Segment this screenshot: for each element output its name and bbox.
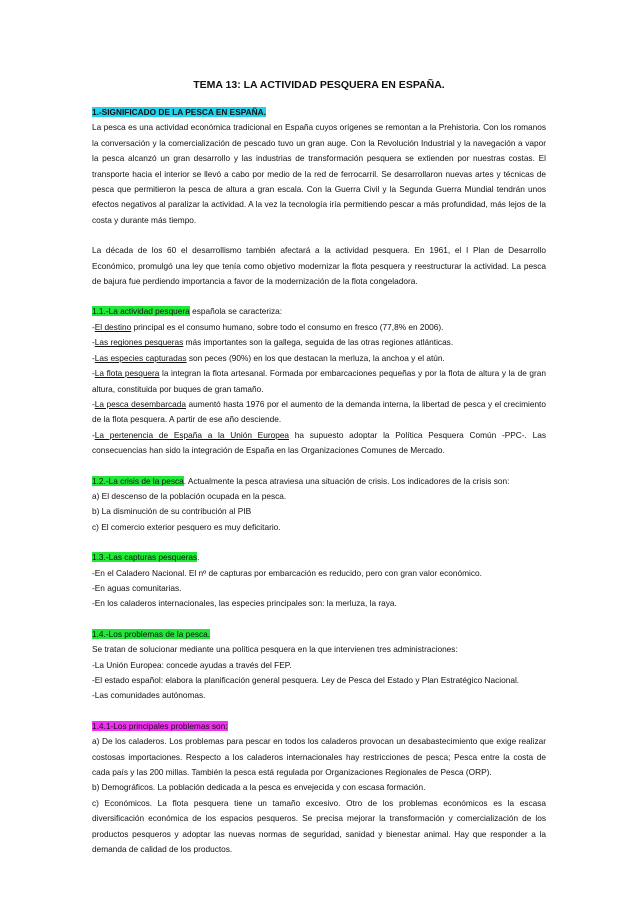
page-title: TEMA 13: LA ACTIVIDAD PESQUERA EN ESPAÑA. [193,79,445,91]
list-item: -La pertenencia de España a la Unión Europea ha supuesto adoptar la Política Pesquera Común -PPC-. Las consecuencias han sido la integración de España en las Organizaciones Comunes de Mercado. [92,429,546,456]
list-item: b) La disminución de su contribución al PIB [92,506,252,517]
spacer [92,535,546,550]
heading-highlight: 1.4.1-Los principales problemas son: [92,720,228,731]
list-item: c) Económicos. La flota pesquera tiene un tamaño excesivo. Otro de los problemas económicos es la escasa diversificación económica de los espacios pesqueros. Se precisa mejorar la transformación y comercialización de los productos pesqueros y adoptar las nuevas normas de seguridad, sanidad y bienestar animal. Hay que responder a la demanda de calidad de los productos. [92,797,546,855]
list-item: -El destino principal es el consumo humano, sobre todo el consumo en fresco (77,8% en 2006). [92,321,444,332]
list-item: -La pesca desembarcada aumentó hasta 1976 por el aumento de la demanda interna, la libertad de pesca y el crecimiento de la flota pesquera. A partir de ese año desciende. [92,398,546,425]
section-1-paragraph-1: La pesca es una actividad económica tradicional en España cuyos orígenes se remontan a la Prehistoria. Con los romanos la conversación y la comercialización de pescado tuvo un gran auge. Con la Revolución Industrial y la navegación a vapor la pesca alcanzó un gran desarrollo y las industrias de transformación pesquera se extienden por nuestras costas. El transporte hacia el interior se llevó a cabo por medio de la red de ferrocarril. Se desarrollaron nuevas artes y técnicas de pesca que permitieron la pesca de altura a gran escala. Con la Guerra Civil y la Segunda Guerra Mundial tendrán unos efectos negativos al paralizar la actividad. A la vez la tecnología iría permitiendo pescar a más profundidad, más lejos de la costa y durante más tiempo. [92,122,546,225]
heading-highlight: 1.4.-Los problemas de la pesca. [92,628,211,639]
list-item: -Las comunidades autónomas. [92,690,206,701]
section-1-3-heading: 1.3.-Las capturas pesqueras. [92,552,200,563]
section-1-heading [92,105,546,120]
list-item: -En aguas comunitarias. [92,582,182,593]
list-item: a) De los caladeros. Los problemas para pescar en todos los caladeros provocan un desabastecimiento que exige realizar costosas importaciones. Respecto a los caladeros internacionales hay restricciones de pesca; Pesca entre la costa de cada país y las 200 millas. También la pesca está regulada por Organizaciones Regionales de Pesca (ORP). [92,736,546,778]
list-item: c) El comercio exterior pesquero es muy deficitario. [92,521,281,532]
spacer [92,289,546,304]
heading-highlight: 1.1.-La actividad pesquera [92,306,190,317]
section-1-2-intro: 1.2.-La crisis de la pesca. Actualmente la pesca atraviesa una situación de crisis. Los indicadores de la crisis son: [92,475,510,486]
heading-highlight: 1.3.-Las capturas pesqueras [92,552,198,563]
list-item: -El estado español: elabora la planificación general pesquera. Ley de Pesca del Estado y Plan Estratégico Nacional. [92,675,520,685]
section-1-paragraph-2: La década de los 60 el desarrollismo también afectará a la actividad pesquera. En 1961, el I Plan de Desarrollo Económico, promulgó una ley que tenía como objetivo modernizar la flota pesquera y reestructurar la actividad. La pesca de bajura fue perdiendo importancia a favor de la modernización de la flota congeladora. [92,245,546,287]
list-item: -En el Caladero Nacional. El nº de capturas por embarcación es reducido, pero con gran valor económico. [92,567,482,578]
list-item: -La flota pesquera la integran la flota artesanal. Formada por embarcaciones pequeñas y por la flota de altura y la de gran altura, constituida por buques de gran tamaño. [92,368,546,394]
list-item: Se tratan de solucionar mediante una política pesquera en la que intervienen tres administraciones: [92,644,458,655]
spacer [92,228,546,243]
section-1-4-1-heading [92,719,546,734]
list-item: a) El descenso de la población ocupada en la pesca. [92,490,287,501]
spacer [92,612,546,627]
list-item: b) Demográficos. La población dedicada a la pesca es envejecida y con escasa formación. [92,782,426,793]
list-item: -En los caladeros internacionales, las especies principales son: la merluza, la raya. [92,598,397,609]
spacer [92,459,546,474]
list-item: -Las especies capturadas son peces (90%) en los que destacan la merluza, la anchoa y el atún. [92,352,445,363]
section-1-1-intro: 1.1.-La actividad pesquera española se caracteriza: [92,306,283,317]
list-item: -La Unión Europea: concede ayudas a través del FEP. [92,659,292,670]
heading-highlight: 1.2.-La crisis de la pesca [92,475,184,486]
spacer [92,704,546,719]
section-1-4-heading [92,627,546,642]
list-item: -Las regiones pesqueras más importantes son la gallega, seguida de las otras regiones atlánticas. [92,337,454,348]
heading-highlight: 1.-SIGNIFICADO DE LA PESCA EN ESPAÑA. [92,107,266,117]
